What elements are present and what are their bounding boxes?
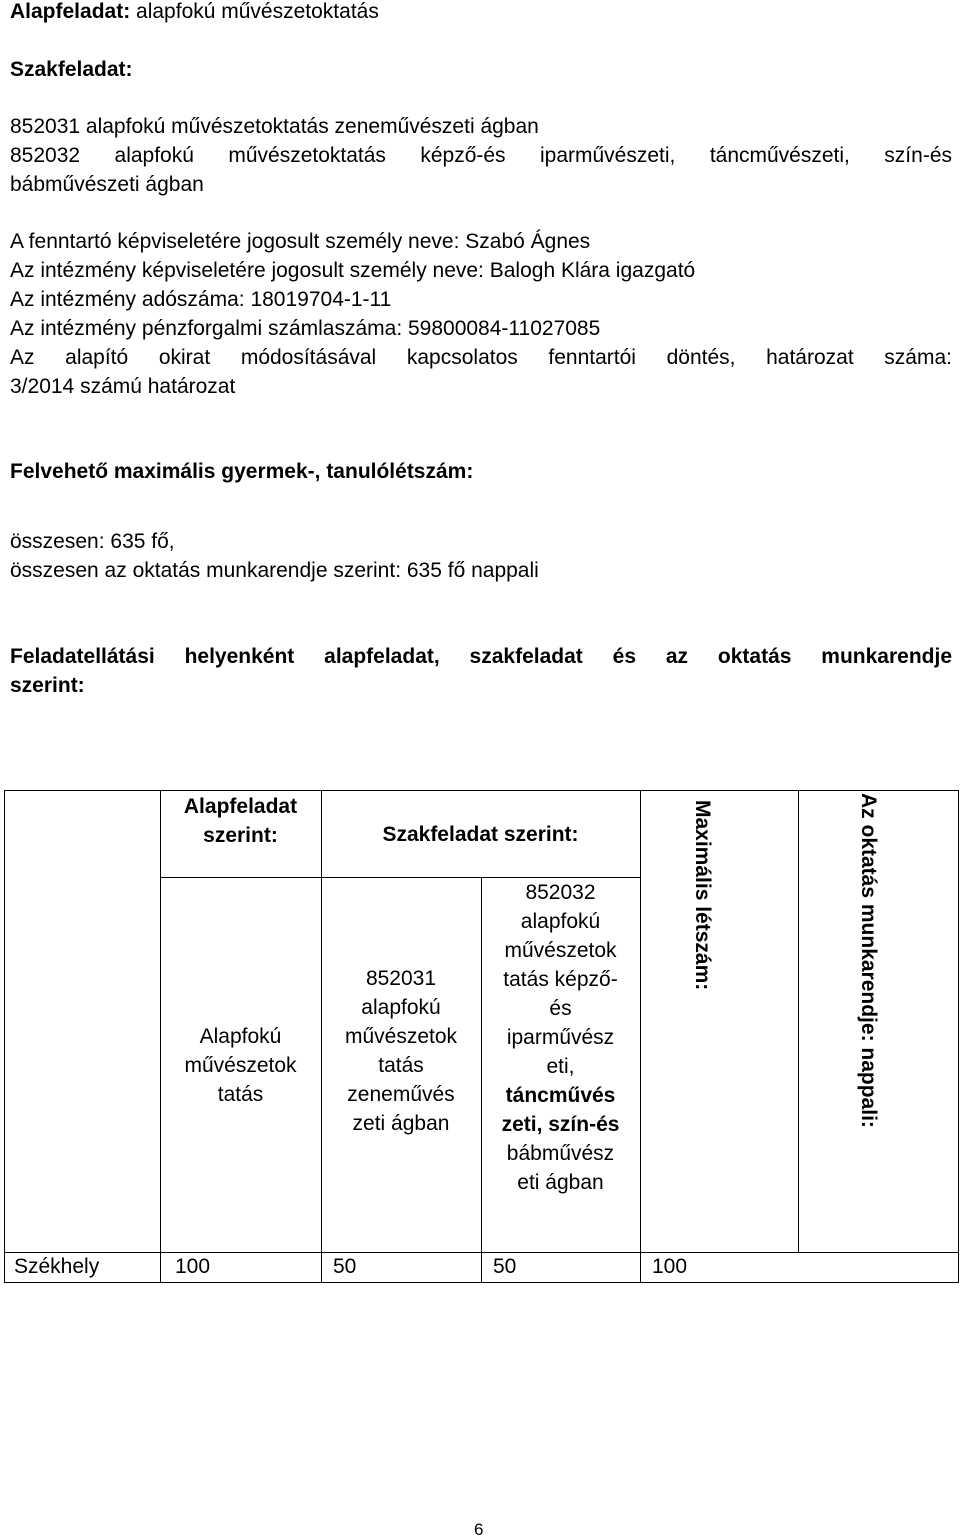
capacity-total: összesen: 635 fő, [10,530,175,553]
cell-szak2-l9-bold: zeti, szín-és [501,1113,620,1136]
alapfeladat-label: Alapfeladat: [10,0,131,23]
cell-alap-sub-l1: Alapfokú [199,1025,282,1048]
table-left-border [4,790,5,1283]
szakfeladat-label: Szakfeladat: [10,58,133,81]
cell-szak2-l1: 852032 [525,881,596,904]
cell-szak2-l3: művészetok [504,939,617,962]
cell-szak2-l5: és [549,997,572,1020]
cell-szak1-l5: zeneművés [347,1083,455,1106]
cell-szak2-l7: eti, [546,1055,575,1078]
cell-szak2-l4: tatás képző- [503,968,618,991]
cell-szak2-l2: alapfokú [520,910,601,933]
row-value-alap: 100 [175,1255,211,1278]
table-top-border [4,790,959,791]
cell-szak2-l6: iparművész [506,1026,615,1049]
intezmeny-kepviselo: Az intézmény képviseletére jogosult személy neve: Balogh Klára igazgató [10,259,696,282]
fenntarto-kepviselo: A fenntartó képviseletére jogosult személy neve: Szabó Ágnes [10,230,591,253]
cell-szak1-l2: alapfokú [361,996,441,1019]
capacity-heading: Felvehető maximális gyermek-, tanulólétszám: [10,460,474,483]
header-alapfeladat-l2: szerint: [203,824,278,847]
header-alapfeladat [160,792,321,850]
szakfeladat-line-2: 852032 alapfokú művészetoktatás képző-és iparművészeti, táncművészeti, szín-és [10,144,952,167]
cell-szak1-l1: 852031 [365,967,437,990]
header-szakfeladat: Szakfeladat szerint: [382,823,579,846]
cell-alap-sub-l2: művészetok [184,1054,297,1077]
row-value-szak2: 50 [493,1255,517,1278]
header-munkarend: Az oktatás munkarendje: nappali: [857,793,880,1128]
row-value-max: 100 [652,1255,688,1278]
hatarozat-szam: 3/2014 számú határozat [10,375,236,398]
cell-szak1-sub [321,964,481,1138]
cell-szak2-l9 [481,1110,640,1139]
section2-heading-line2: szerint: [10,674,85,697]
cell-szak2-l10: bábművész [506,1142,615,1165]
capacity-munkarend: összesen az oktatás munkarendje szerint: 635 fő nappali [10,559,539,582]
szakfeladat-line-3: bábművészeti ágban [10,173,204,196]
cell-szak2-l8: táncművés [505,1084,616,1107]
cell-alap-sub [160,1022,321,1109]
alapfeladat-value: alapfokú művészetoktatás [136,0,379,23]
cell-alap-sub-l3: tatás [217,1083,264,1106]
section2-heading-line1: Feladatellátási helyenként alapfeladat, szakfeladat és az oktatás munkarendje [10,645,952,668]
szamlaszam: Az intézmény pénzforgalmi számlaszáma: 59800084-11027085 [10,317,601,340]
row-value-szak1: 50 [333,1255,357,1278]
header-max-letszam: Maximális létszám: [691,800,714,991]
cell-szak2-sub [481,878,640,1197]
col-divider-5 [798,790,799,1253]
szakfeladat-line-1: 852031 alapfokú művészetoktatás zeneművészeti ágban [10,115,539,138]
page-number: 6 [474,1520,484,1539]
cell-szak2-l11: eti ágban [517,1171,604,1194]
adoszam: Az intézmény adószáma: 18019704-1-11 [10,288,392,311]
cell-szak1-l6: zeti ágban [352,1112,450,1135]
cell-szak1-l3: művészetok [344,1025,458,1048]
col-divider-4 [640,790,641,1283]
alapito-okirat-dontes: Az alapító okirat módosításával kapcsolatos fenntartói döntés, határozat száma: [10,346,952,369]
table-right-border [958,790,959,1283]
cell-szak1-l4: tatás [378,1054,424,1077]
header-alapfeladat-l1: Alapfeladat [183,795,298,818]
row-label-szekhely: Székhely [14,1255,100,1278]
